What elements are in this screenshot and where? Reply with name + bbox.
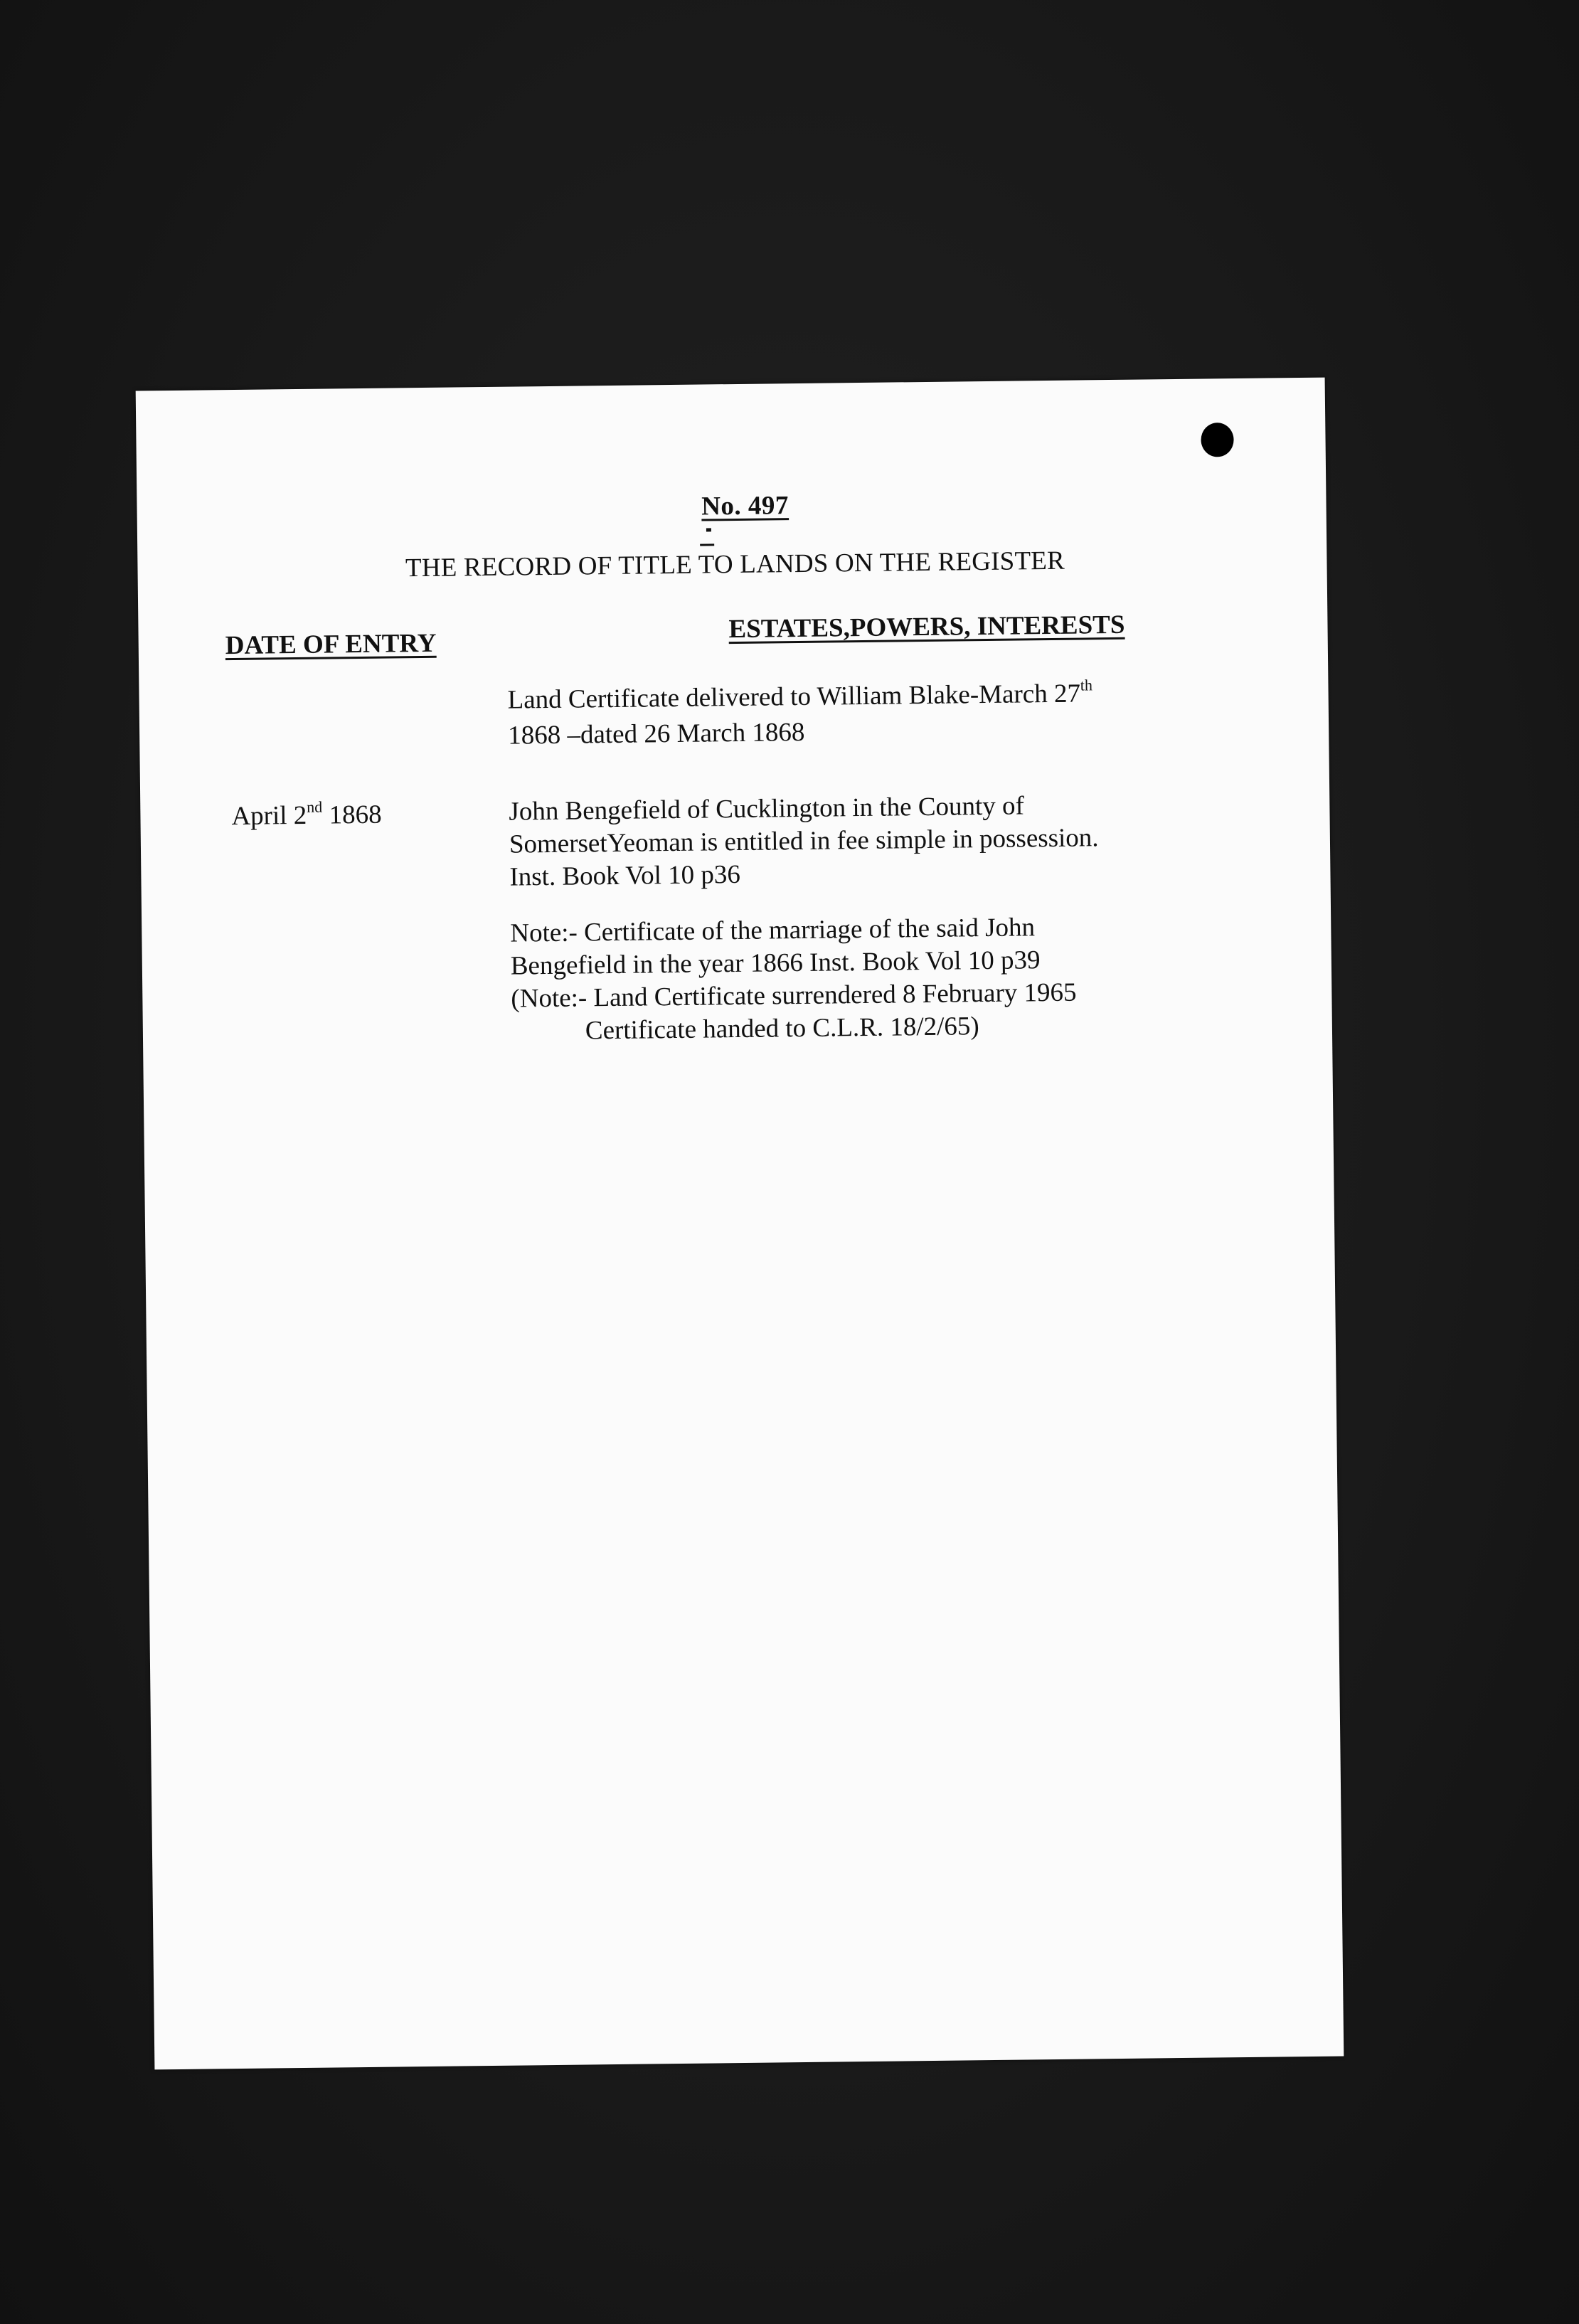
entry-proprietor xyxy=(509,789,1099,893)
entry-line: Bengefield in the year 1866 Inst. Book Vol 10 p39 xyxy=(510,945,1041,981)
entry-line: Inst. Book Vol 10 p36 xyxy=(509,859,741,892)
entry-line: 1868 –dated 26 March 1868 xyxy=(507,717,805,750)
superscript: th xyxy=(1080,676,1093,694)
register-page xyxy=(136,378,1344,2070)
stray-pen-mark xyxy=(700,543,714,546)
entry-line: Land Certificate delivered to William Blake-March 27th xyxy=(507,676,1093,715)
punch-hole xyxy=(1201,423,1234,457)
register-title: THE RECORD OF TITLE TO LANDS ON THE REGISTER xyxy=(405,546,1065,583)
date-of-entry-header: DATE OF ENTRY xyxy=(225,628,437,661)
entry-land-certificate xyxy=(507,677,1093,752)
entry-line: Certificate handed to C.L.R. 18/2/65) xyxy=(585,1012,979,1046)
entry-line: (Note:- Land Certificate surrendered 8 February 1965 xyxy=(511,977,1077,1014)
entry-line: Note:- Certificate of the marriage of the said John xyxy=(510,913,1036,948)
record-number: No. 497 xyxy=(701,491,790,521)
superscript: nd xyxy=(307,797,323,816)
entry-date: April 2nd 1868 xyxy=(231,797,382,832)
entry-line: John Bengefield of Cucklington in the County of xyxy=(509,791,1025,827)
entry-notes xyxy=(510,911,1077,1049)
estates-header: ESTATES,POWERS, INTERESTS xyxy=(728,610,1125,644)
entry-line: SomersetYeoman is entitled in fee simple in possession. xyxy=(509,823,1099,859)
stray-pen-mark xyxy=(706,528,711,531)
